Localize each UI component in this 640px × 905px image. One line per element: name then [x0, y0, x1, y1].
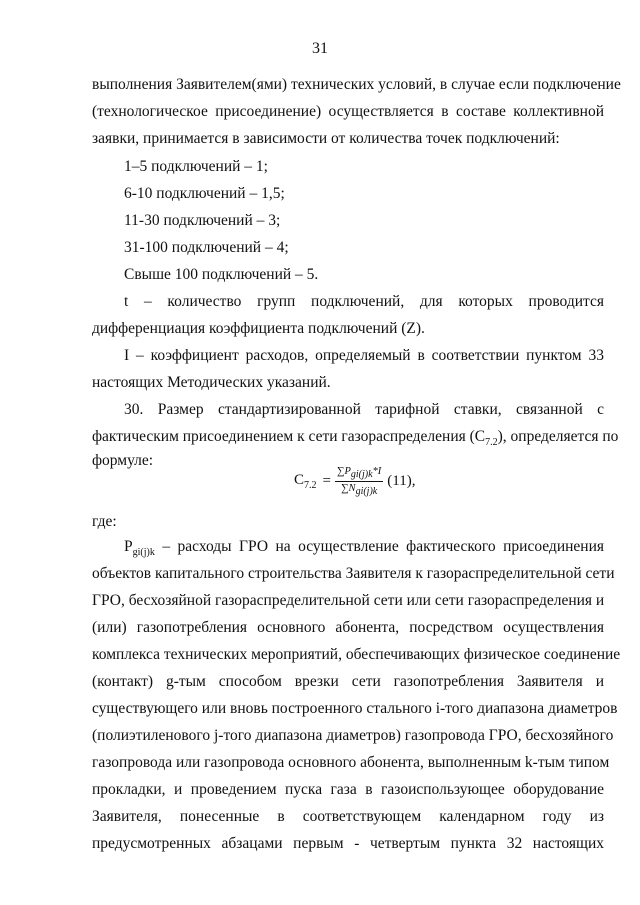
text-line-with-symbol — [124, 538, 604, 562]
text-line: (полиэтиленового j-того диапазона диаметров) газопровода ГРО, бесхозяйного — [92, 727, 614, 744]
formula-numerator: $\sum P_{gi(j)k}*I$ — [336, 466, 382, 481]
list-item: 11-30 подключений – 3; — [124, 212, 281, 229]
list-item: 31-100 подключений – 4; — [124, 239, 289, 256]
text-line: объектов капитального строительства Заявителя к газораспределительной сети — [92, 565, 615, 582]
text-line: где: — [92, 513, 117, 530]
formula-fraction — [335, 466, 383, 497]
text-line: комплекса технических мероприятий, обеспечивающих физическое соединение — [92, 646, 621, 663]
text-segment: ), определяется по — [497, 428, 619, 445]
text-line: дифференциация коэффициента подключений (Z). — [92, 320, 425, 337]
formula — [294, 466, 415, 497]
text-line: настоящих Методических указаний. — [92, 374, 331, 391]
text-line: (или) газопотребления основного абонента, посредством осуществления — [92, 619, 604, 636]
text-line: I – коэффициент расходов, определяемый в соответствии пунктом 33 — [124, 347, 604, 364]
text-segment: фактическим присоединением к сети газораспределения (C — [92, 428, 486, 445]
text-line: существующего или вновь построенного стального i-того диапазона диаметров — [92, 700, 618, 717]
formula-lhs: $C_{7.2}$ — [294, 472, 317, 492]
text-line: (технологическое присоединение) осуществляется в составе коллективной — [92, 103, 604, 120]
subscript: 7.2 — [485, 437, 498, 449]
text-line: прокладки, и проведением пуска газа в газоиспользующее оборудование — [92, 781, 604, 798]
text-line: выполнения Заявителем(ями) технических условий, в случае если подключение — [92, 76, 621, 93]
formula-number: (11), — [387, 473, 416, 490]
text-line: Заявителя, понесенные в соответствующем календарном году из — [92, 808, 604, 825]
text-line: (контакт) g-тым способом врезки сети газопотребления Заявителя и — [92, 673, 604, 690]
page-number: 31 — [312, 40, 328, 57]
list-item: 6-10 подключений – 1,5; — [124, 185, 285, 202]
text-line: формуле: — [92, 452, 154, 469]
text-line: ГРО, бесхозяйной газораспределительной сети или сети газораспределения и — [92, 592, 605, 609]
text-line: 30. Размер стандартизированной тарифной ставки, связанной с — [124, 401, 604, 418]
formula-equals: = — [322, 473, 331, 490]
list-item: Свыше 100 подключений – 5. — [124, 266, 319, 283]
list-item: 1–5 подключений – 1; — [124, 158, 268, 175]
text-line: заявки, принимается в зависимости от количества точек подключений: — [92, 130, 560, 147]
symbol: $P_{gi(j)k}$ — [124, 538, 155, 559]
text-segment: – расходы ГРО на осуществление фактического присоединения — [162, 538, 605, 555]
text-line: предусмотренных абзацами первым - четвертым пункта 32 настоящих — [92, 835, 604, 852]
text-line-with-subscript — [92, 428, 619, 452]
text-line: t – количество групп подключений, для которых проводится — [124, 293, 604, 310]
text-line: газопровода или газопровода основного абонента, выполненным k-тым типом — [92, 754, 610, 771]
formula-denominator: $\sum N_{gi(j)k}$ — [341, 483, 378, 498]
